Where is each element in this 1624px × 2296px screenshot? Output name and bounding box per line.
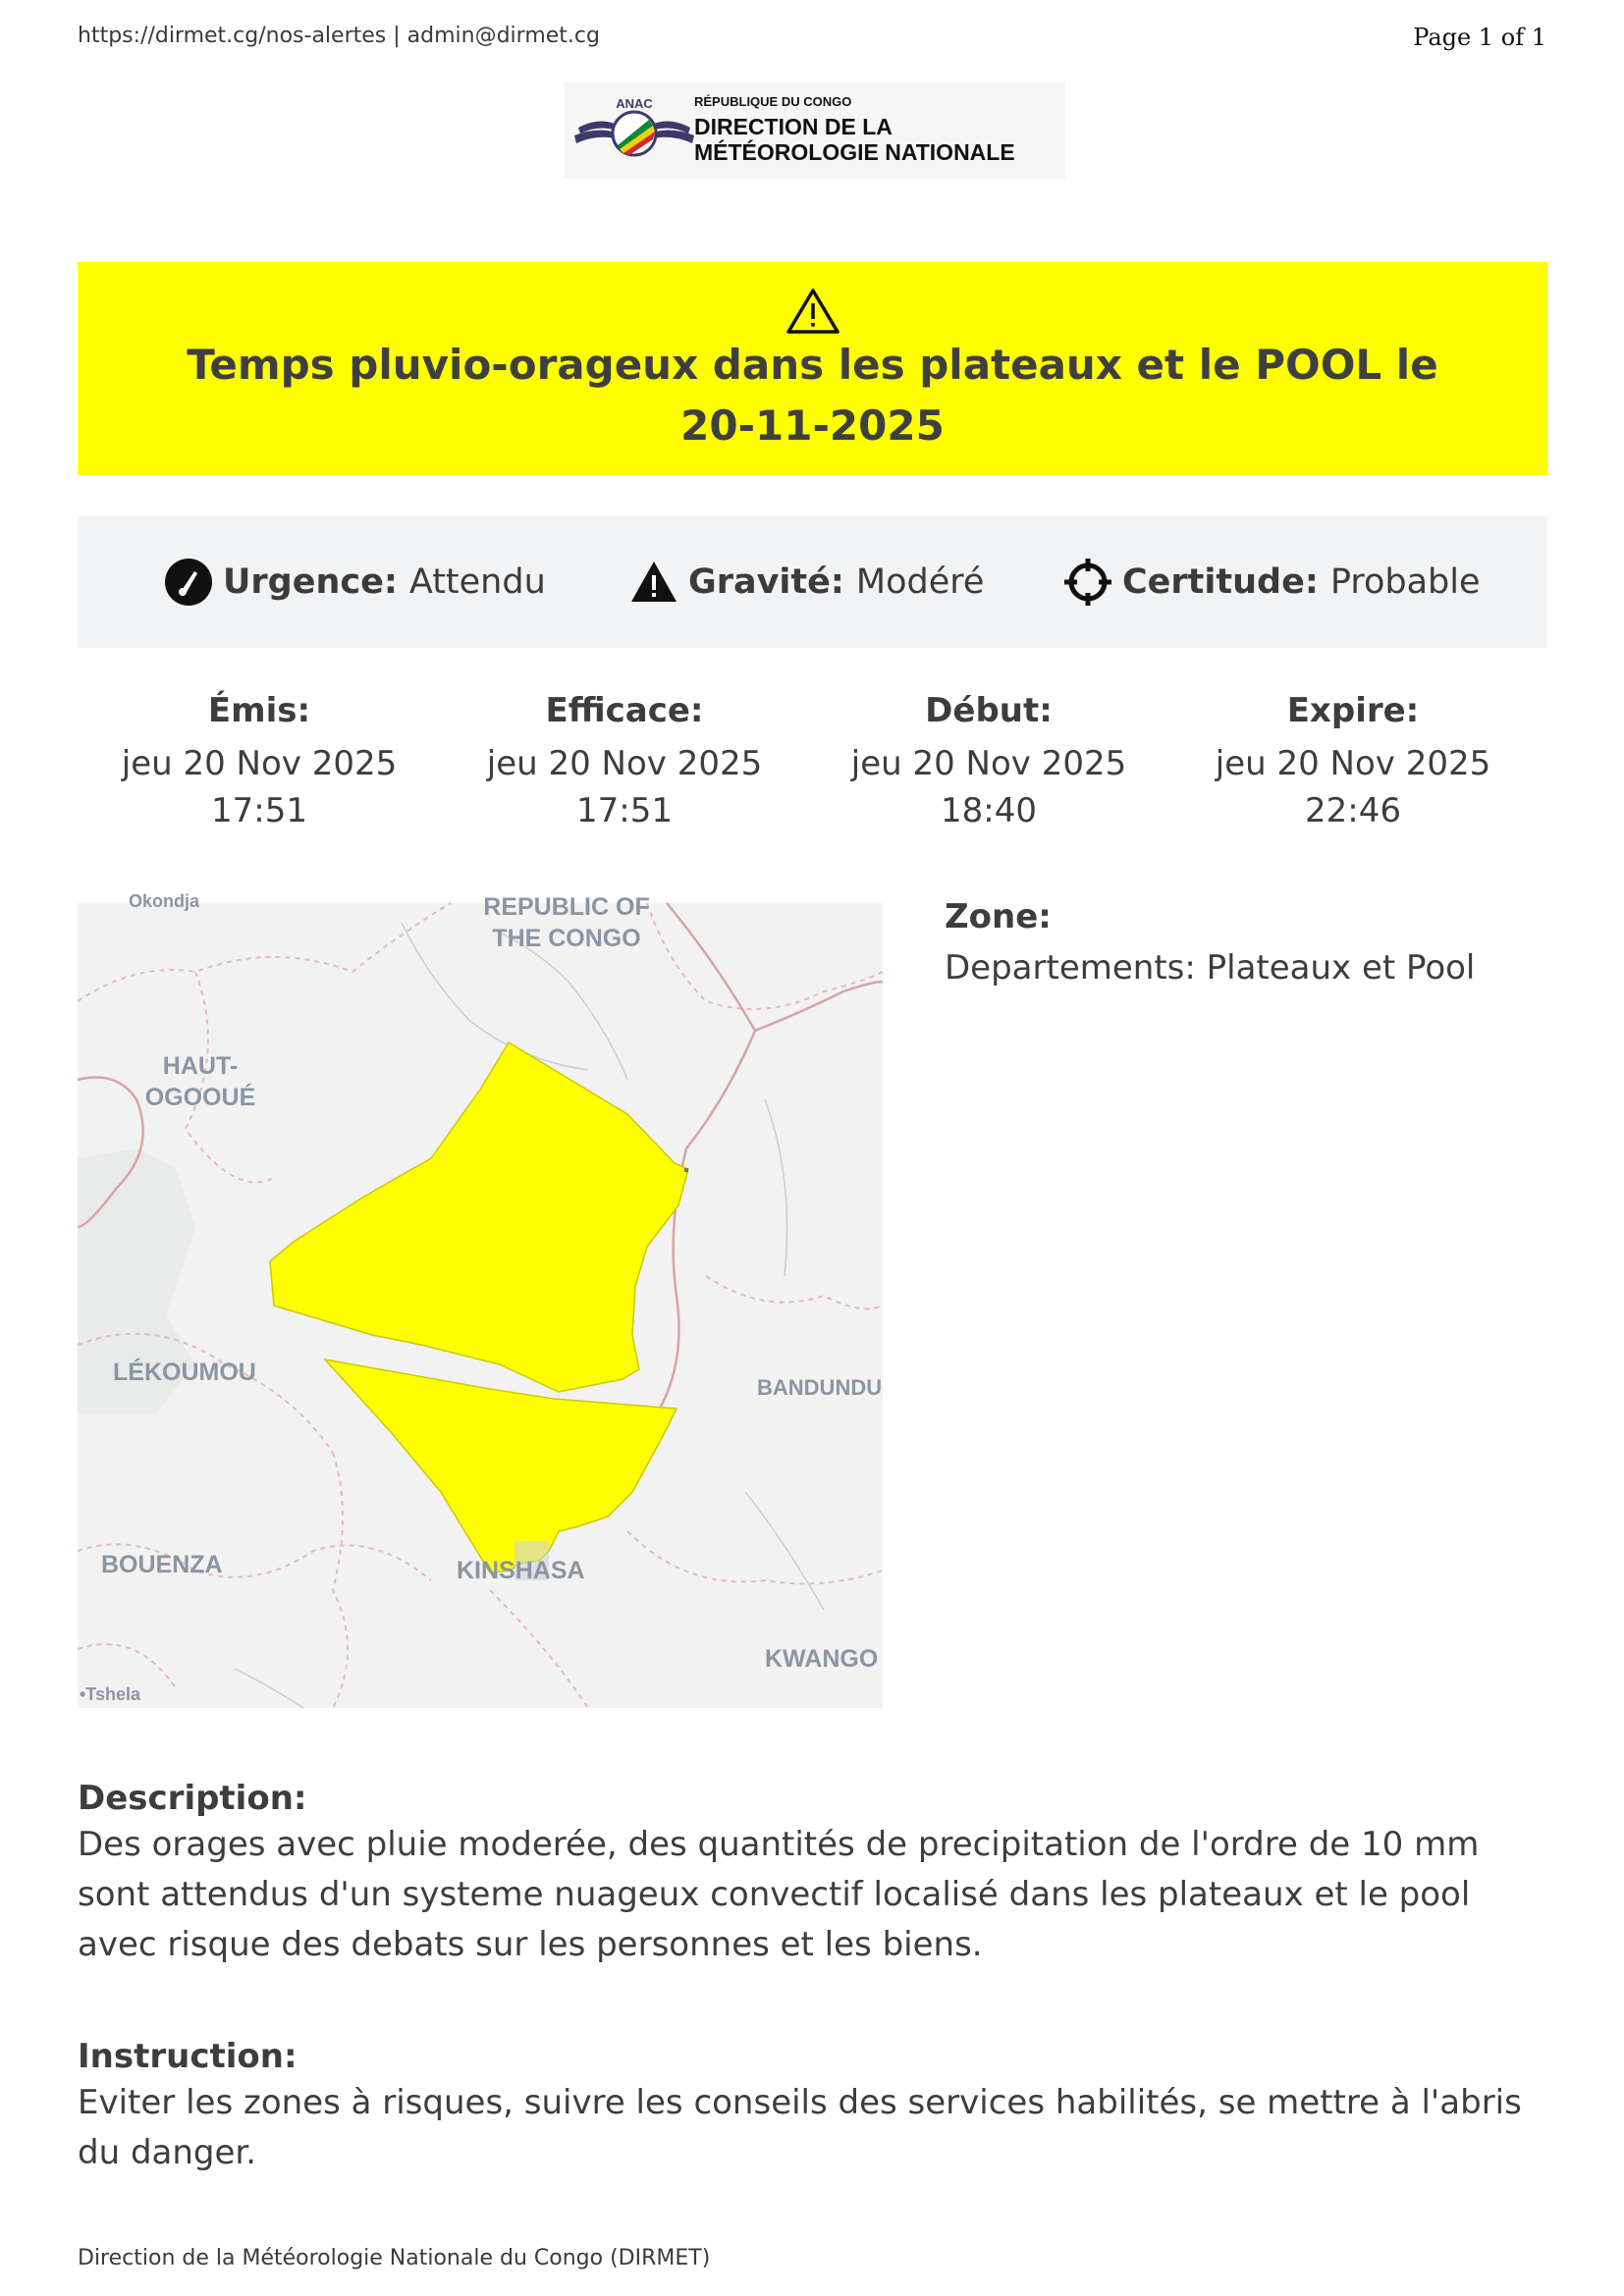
certainty-item: [1063, 558, 1481, 607]
alert-meta-bar: [78, 516, 1547, 648]
time-value: 18:40: [941, 791, 1037, 830]
logo-line-direction: DIRECTION DE LA: [694, 114, 893, 139]
description-label: Description:: [78, 1779, 307, 1818]
date-label: Expire:: [1286, 691, 1420, 730]
description-text: Des orages avec pluie moderée, des quantités de precipitation de l'ordre de 10 mm sont attendus d'un systeme nuageux convectif localisé dans les plateaux et le pool avec risque des debats sur les personnes et les biens.: [78, 1825, 1480, 1964]
page-number: Page 1 of 1: [1413, 24, 1546, 51]
emblem-text: ANAC: [616, 96, 653, 111]
certainty-label: Certitude:: [1122, 562, 1319, 602]
map-canvas: [78, 903, 883, 1708]
map-label-lekoumou: LÉKOUMOU: [113, 1359, 256, 1386]
map-label-bouenza: BOUENZA: [101, 1551, 223, 1578]
map-label-republic-of-the-congo: REPUBLIC OF THE CONGO: [483, 893, 650, 952]
time-value: 17:51: [211, 791, 307, 830]
severity-item: [629, 558, 984, 607]
zone-label: Zone:: [945, 897, 1052, 936]
map-label-bandundu: BANDUNDU: [757, 1375, 883, 1400]
alert-area-map[interactable]: [78, 891, 883, 1708]
date-effective: [443, 691, 806, 834]
severity-value: Modéré: [855, 562, 985, 602]
urgency-label: Urgence:: [223, 562, 398, 602]
alert-title: Temps pluvio-orageux dans les plateaux et le POOL le 20-11-2025: [187, 341, 1438, 450]
logo-line-meteorologie: MÉTÉOROLOGIE NATIONALE: [694, 139, 1015, 165]
date-issued: [78, 691, 441, 834]
warning-triangle-icon: [785, 288, 840, 335]
time-value: 22:46: [1305, 791, 1401, 830]
date-value: jeu 20 Nov 2025: [121, 744, 398, 783]
gauge-icon: [164, 558, 213, 607]
date-value: jeu 20 Nov 2025: [486, 744, 763, 783]
description-section: [78, 1779, 1547, 1970]
logo-line-republic: RÉPUBLIQUE DU CONGO: [694, 94, 852, 109]
alert-banner: [78, 262, 1547, 475]
warning-icon: [629, 558, 678, 607]
instruction-label: Instruction:: [78, 2037, 298, 2076]
date-onset: [807, 691, 1170, 834]
date-value: jeu 20 Nov 2025: [1215, 744, 1491, 783]
zone-value: Departements: Plateaux et Pool: [945, 948, 1476, 988]
map-label-haut-ogooue: HAUT- OGOOUÉ: [144, 1052, 256, 1111]
urgency-item: [164, 558, 546, 607]
certainty-value: Probable: [1329, 562, 1481, 602]
instruction-text: Eviter les zones à risques, suivre les conseils des services habilités, se mettre à l'abris du danger.: [78, 2083, 1522, 2172]
map-label-kinshasa: KINSHASA: [457, 1557, 585, 1584]
date-label: Efficace:: [545, 691, 704, 730]
footer-text: Direction de la Météorologie Nationale du Congo (DIRMET): [78, 2246, 711, 2270]
map-label-tshela: •Tshela: [80, 1684, 140, 1704]
crosshair-icon: [1063, 558, 1112, 607]
date-label: Début:: [925, 691, 1053, 730]
map-label-okondja: Okondja: [129, 891, 200, 911]
anac-emblem-icon: [570, 88, 698, 173]
instruction-section: [78, 2037, 1547, 2178]
severity-label: Gravité:: [688, 562, 844, 602]
zone-section: [945, 897, 1475, 988]
dirmet-logo: [565, 82, 1065, 179]
time-value: 17:51: [576, 791, 673, 830]
urgency-value: Attendu: [408, 562, 546, 602]
date-label: Émis:: [207, 691, 311, 730]
date-expires: [1171, 691, 1535, 834]
date-value: jeu 20 Nov 2025: [850, 744, 1127, 783]
map-label-kwango: KWANGO: [765, 1645, 879, 1673]
header-url-email: https://dirmet.cg/nos-alertes | admin@dirmet.cg: [78, 24, 600, 48]
